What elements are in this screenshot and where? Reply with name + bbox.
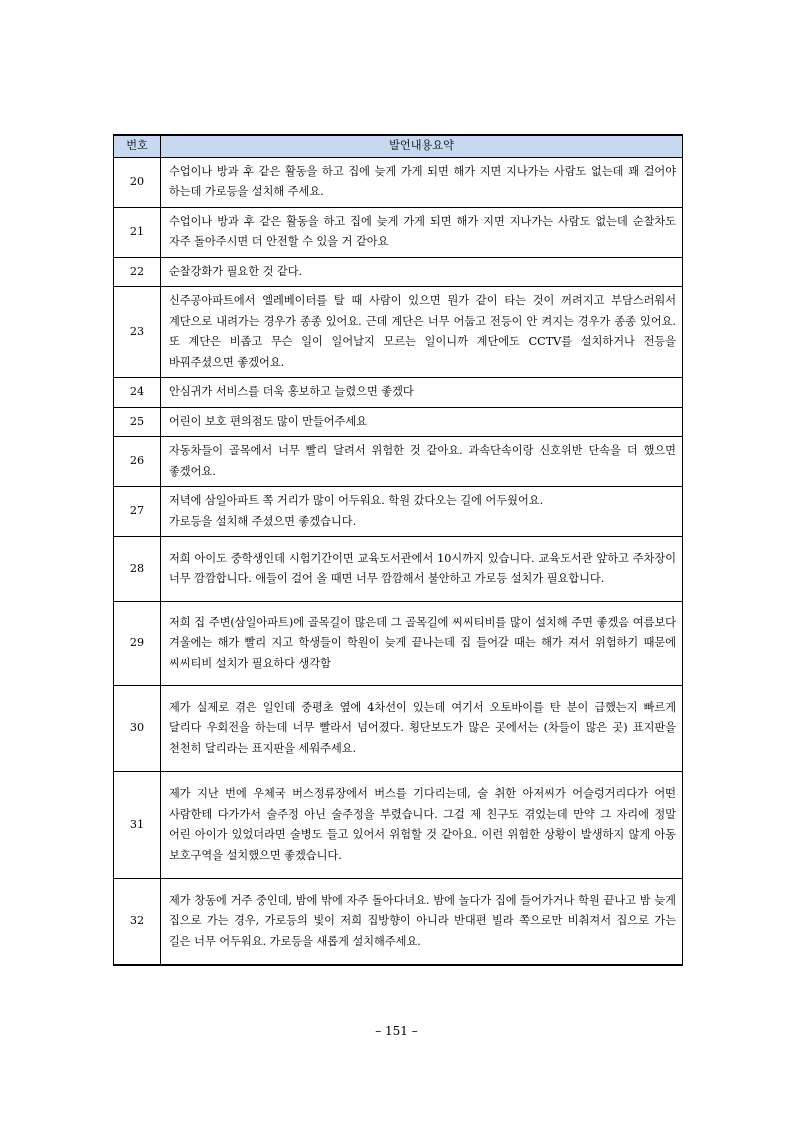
row-number: 25 — [114, 407, 161, 437]
row-number: 29 — [114, 602, 161, 686]
row-summary-text: 자동차들이 골목에서 너무 빨리 달려서 위험한 것 같아요. 과속단속이랑 신호위반 단속을 더 했으면 좋겠어요. — [161, 437, 683, 487]
row-number: 31 — [114, 772, 161, 879]
row-summary-text: 안심귀가 서비스를 더욱 홍보하고 늘렸으면 좋겠다 — [161, 378, 683, 408]
table-row — [114, 287, 683, 378]
row-summary-text: 저녁에 삼일아파트 쪽 거리가 많이 어두워요. 학원 갔다오는 길에 어두웠어요. 가로등을 설치해 주셨으면 좋겠습니다. — [161, 487, 683, 537]
table-row — [114, 772, 683, 879]
table-row — [114, 879, 683, 965]
page-number: – 151 – — [375, 1024, 418, 1038]
row-number: 20 — [114, 157, 161, 207]
row-number: 22 — [114, 257, 161, 287]
table-row — [114, 487, 683, 537]
table-row — [114, 407, 683, 437]
row-number: 24 — [114, 378, 161, 408]
row-summary-text: 제가 지난 번에 우체국 버스정류장에서 버스를 기다리는데, 술 취한 아저씨가 어슬렁거리다가 어떤 사람한테 다가가서 술주정 아닌 술주정을 부렸습니다. 그걸 제 친구도 겪었는데 만약 그 자리에 정말 어린 아이가 있었더라면 술병도 들고 있어서 위험할 것 같아요. 이런 위험한 상황이 발생하지 않게 아동 보호구역을 설치했으면 좋겠습니다. — [161, 772, 683, 879]
row-summary-text: 신주공아파트에서 엘레베이터를 탈 때 사람이 있으면 뭔가 같이 타는 것이 꺼려지고 부담스러워서 계단으로 내려가는 경우가 종종 있어요. 근데 계단은 너무 어둡고 전등이 안 켜지는 경우가 종종 있어요. 또 계단은 비좁고 무슨 일이 일어날지 모르는 일이니까 계단에도 CCTV를 설치하거나 전등을 바꿔주셨으면 좋겠어요. — [161, 287, 683, 378]
opinion-summary-table — [113, 134, 683, 966]
table-row — [114, 257, 683, 287]
row-summary-text: 저희 아이도 중학생인데 시험기간이면 교육도서관에서 10시까지 있습니다. 교육도서관 앞하고 주차장이 너무 깜깜합니다. 애들이 걸어 올 때면 너무 깜깜해서 불안하고 가로등 설치가 필요합니다. — [161, 537, 683, 602]
table-row — [114, 378, 683, 408]
table-row — [114, 686, 683, 772]
row-summary-text: 수업이나 방과 후 같은 활동을 하고 집에 늦게 가게 되면 해가 지면 지나가는 사람도 없는데 순찰차도 자주 돌아주시면 더 안전할 수 있을 거 같아요 — [161, 207, 683, 257]
header-number: 번호 — [114, 135, 161, 157]
row-number: 30 — [114, 686, 161, 772]
row-number: 28 — [114, 537, 161, 602]
header-summary: 발언내용요약 — [161, 135, 683, 157]
row-number: 32 — [114, 879, 161, 965]
row-summary-text: 수업이나 방과 후 같은 활동을 하고 집에 늦게 가게 되면 해가 지면 지나가는 사람도 없는데 꽤 걸어야 하는데 가로등을 설치해 주세요. — [161, 157, 683, 207]
table-row — [114, 537, 683, 602]
table-header-row — [114, 135, 683, 157]
row-summary-text: 제가 실제로 겪은 일인데 중평초 옆에 4차선이 있는데 여기서 오토바이를 탄 분이 급했는지 빠르게 달리다 우회전을 하는데 너무 빨라서 넘어졌다. 횡단보도가 많은 곳에서는 (차들이 많은 곳) 표지판을 천천히 달리라는 표지판을 세워주세요. — [161, 686, 683, 772]
table-row — [114, 157, 683, 207]
table-row — [114, 437, 683, 487]
row-summary-text: 저희 집 주변(삼일아파트)에 골목길이 많은데 그 골목길에 씨씨티비를 많이 설치해 주면 좋겠음 여름보다 겨울에는 해가 빨리 지고 학생들이 학원이 늦게 끝나는데 집 들어갈 때는 해가 져서 위험하기 때문에 씨씨티비 설치가 필요하다 생각함 — [161, 602, 683, 686]
table-body — [114, 157, 683, 965]
row-summary-text: 순찰강화가 필요한 것 같다. — [161, 257, 683, 287]
row-number: 21 — [114, 207, 161, 257]
row-number: 27 — [114, 487, 161, 537]
table-row — [114, 207, 683, 257]
table-row — [114, 602, 683, 686]
row-summary-text: 어린이 보호 편의점도 많이 만들어주세요 — [161, 407, 683, 437]
row-number: 26 — [114, 437, 161, 487]
row-summary-text: 제가 창동에 거주 중인데, 밤에 밖에 자주 돌아다녀요. 밤에 놀다가 집에 들어가거나 학원 끝나고 밤 늦게 집으로 가는 경우, 가로등의 빛이 저희 집방향이 아니라 반대편 빌라 쪽으로만 비춰져서 집으로 가는 길은 너무 어두워요. 가로등을 새롭게 설치해주세요. — [161, 879, 683, 965]
row-number: 23 — [114, 287, 161, 378]
